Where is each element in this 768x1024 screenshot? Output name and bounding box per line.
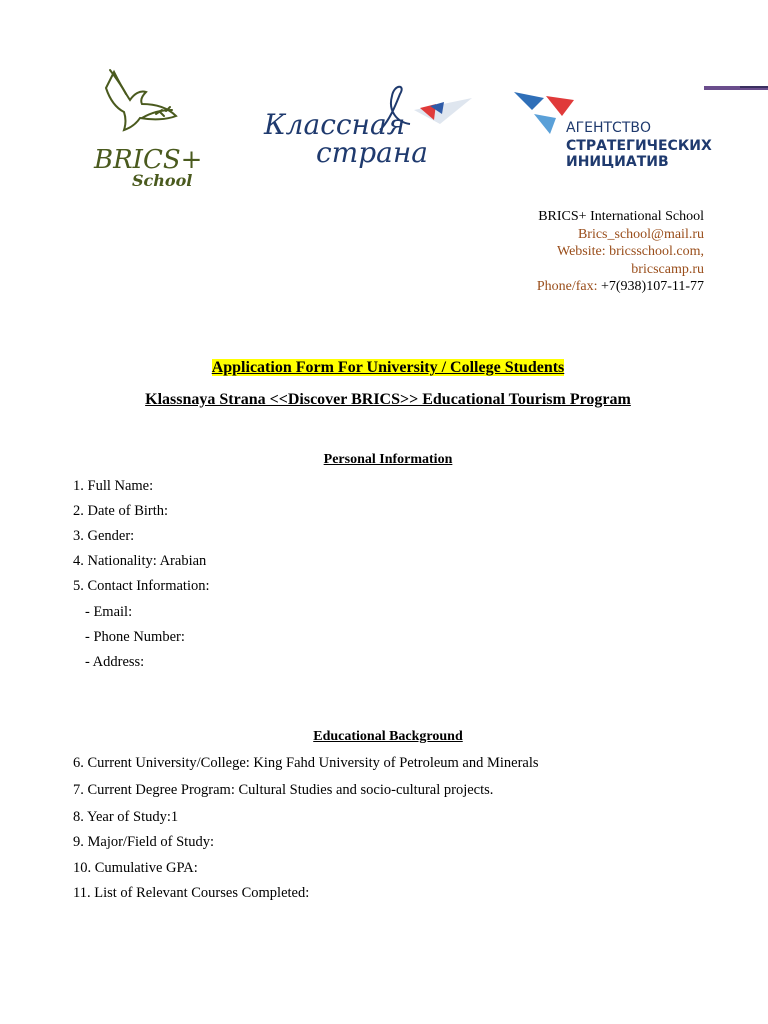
agency-arrows-icon [514, 92, 574, 134]
klass-logo-line1: Классная [264, 108, 406, 141]
agency-line1: АГЕНТСТВО [566, 120, 651, 136]
field-email: - Email: [85, 604, 133, 620]
brics-school-logo [86, 64, 210, 192]
field-gpa: 10. Cumulative GPA: [73, 860, 198, 876]
brics-logo-text: BRICS+ [94, 145, 203, 175]
field-address: - Address: [85, 654, 145, 670]
field-gender: 3. Gender: [73, 528, 135, 544]
contact-website[interactable]: Website: bricsschool.com, [556, 244, 704, 259]
agency-line3: ИНИЦИАТИВ [566, 154, 669, 168]
field-year-of-study: 8. Year of Study:1 [73, 809, 179, 825]
field-relevant-courses: 11. List of Relevant Courses Completed: [73, 885, 310, 901]
phone-label: Phone/fax: [536, 279, 598, 294]
contact-email[interactable]: Brics_school@mail.ru [577, 226, 704, 242]
field-major: 9. Major/Field of Study: [73, 834, 214, 850]
brics-logo-subtext: School [132, 171, 193, 190]
field-phone-number: - Phone Number: [85, 629, 185, 645]
strategic-initiatives-agency-logo [510, 88, 715, 168]
field-university: 6. Current University/College: King Fahd University of Petroleum and Minerals [73, 755, 539, 771]
field-date-of-birth: 2. Date of Birth: [73, 503, 169, 519]
field-contact-information: 5. Contact Information: [73, 578, 210, 594]
phone-value: +7(938)107-11-77 [597, 279, 704, 294]
school-name: BRICS+ International School [538, 209, 704, 224]
form-title [0, 359, 768, 377]
agency-line2: СТРАТЕГИЧЕСКИХ [566, 138, 712, 154]
klass-logo-line2: страна [316, 136, 428, 169]
form-title-text: Application Form For University / College Students [211, 359, 565, 376]
klassnaya-strana-logo [260, 80, 476, 172]
contact-block [537, 208, 704, 296]
contact-phone [537, 278, 704, 296]
dove-icon [106, 70, 176, 130]
field-degree-program: 7. Current Degree Program: Cultural Studies and socio-cultural projects. [73, 782, 494, 798]
field-nationality: 4. Nationality: Arabian [73, 553, 207, 569]
program-subtitle: Klassnaya Strana <<Discover BRICS>> Educational Tourism Program [145, 391, 631, 408]
field-full-name: 1. Full Name: [73, 478, 154, 494]
corner-decorative-line-dark [740, 86, 768, 88]
paper-plane-icon [414, 98, 472, 124]
contact-website-2[interactable]: bricscamp.ru [631, 261, 704, 277]
personal-info-heading: Personal Information [323, 452, 453, 467]
education-heading: Educational Background [313, 729, 463, 744]
